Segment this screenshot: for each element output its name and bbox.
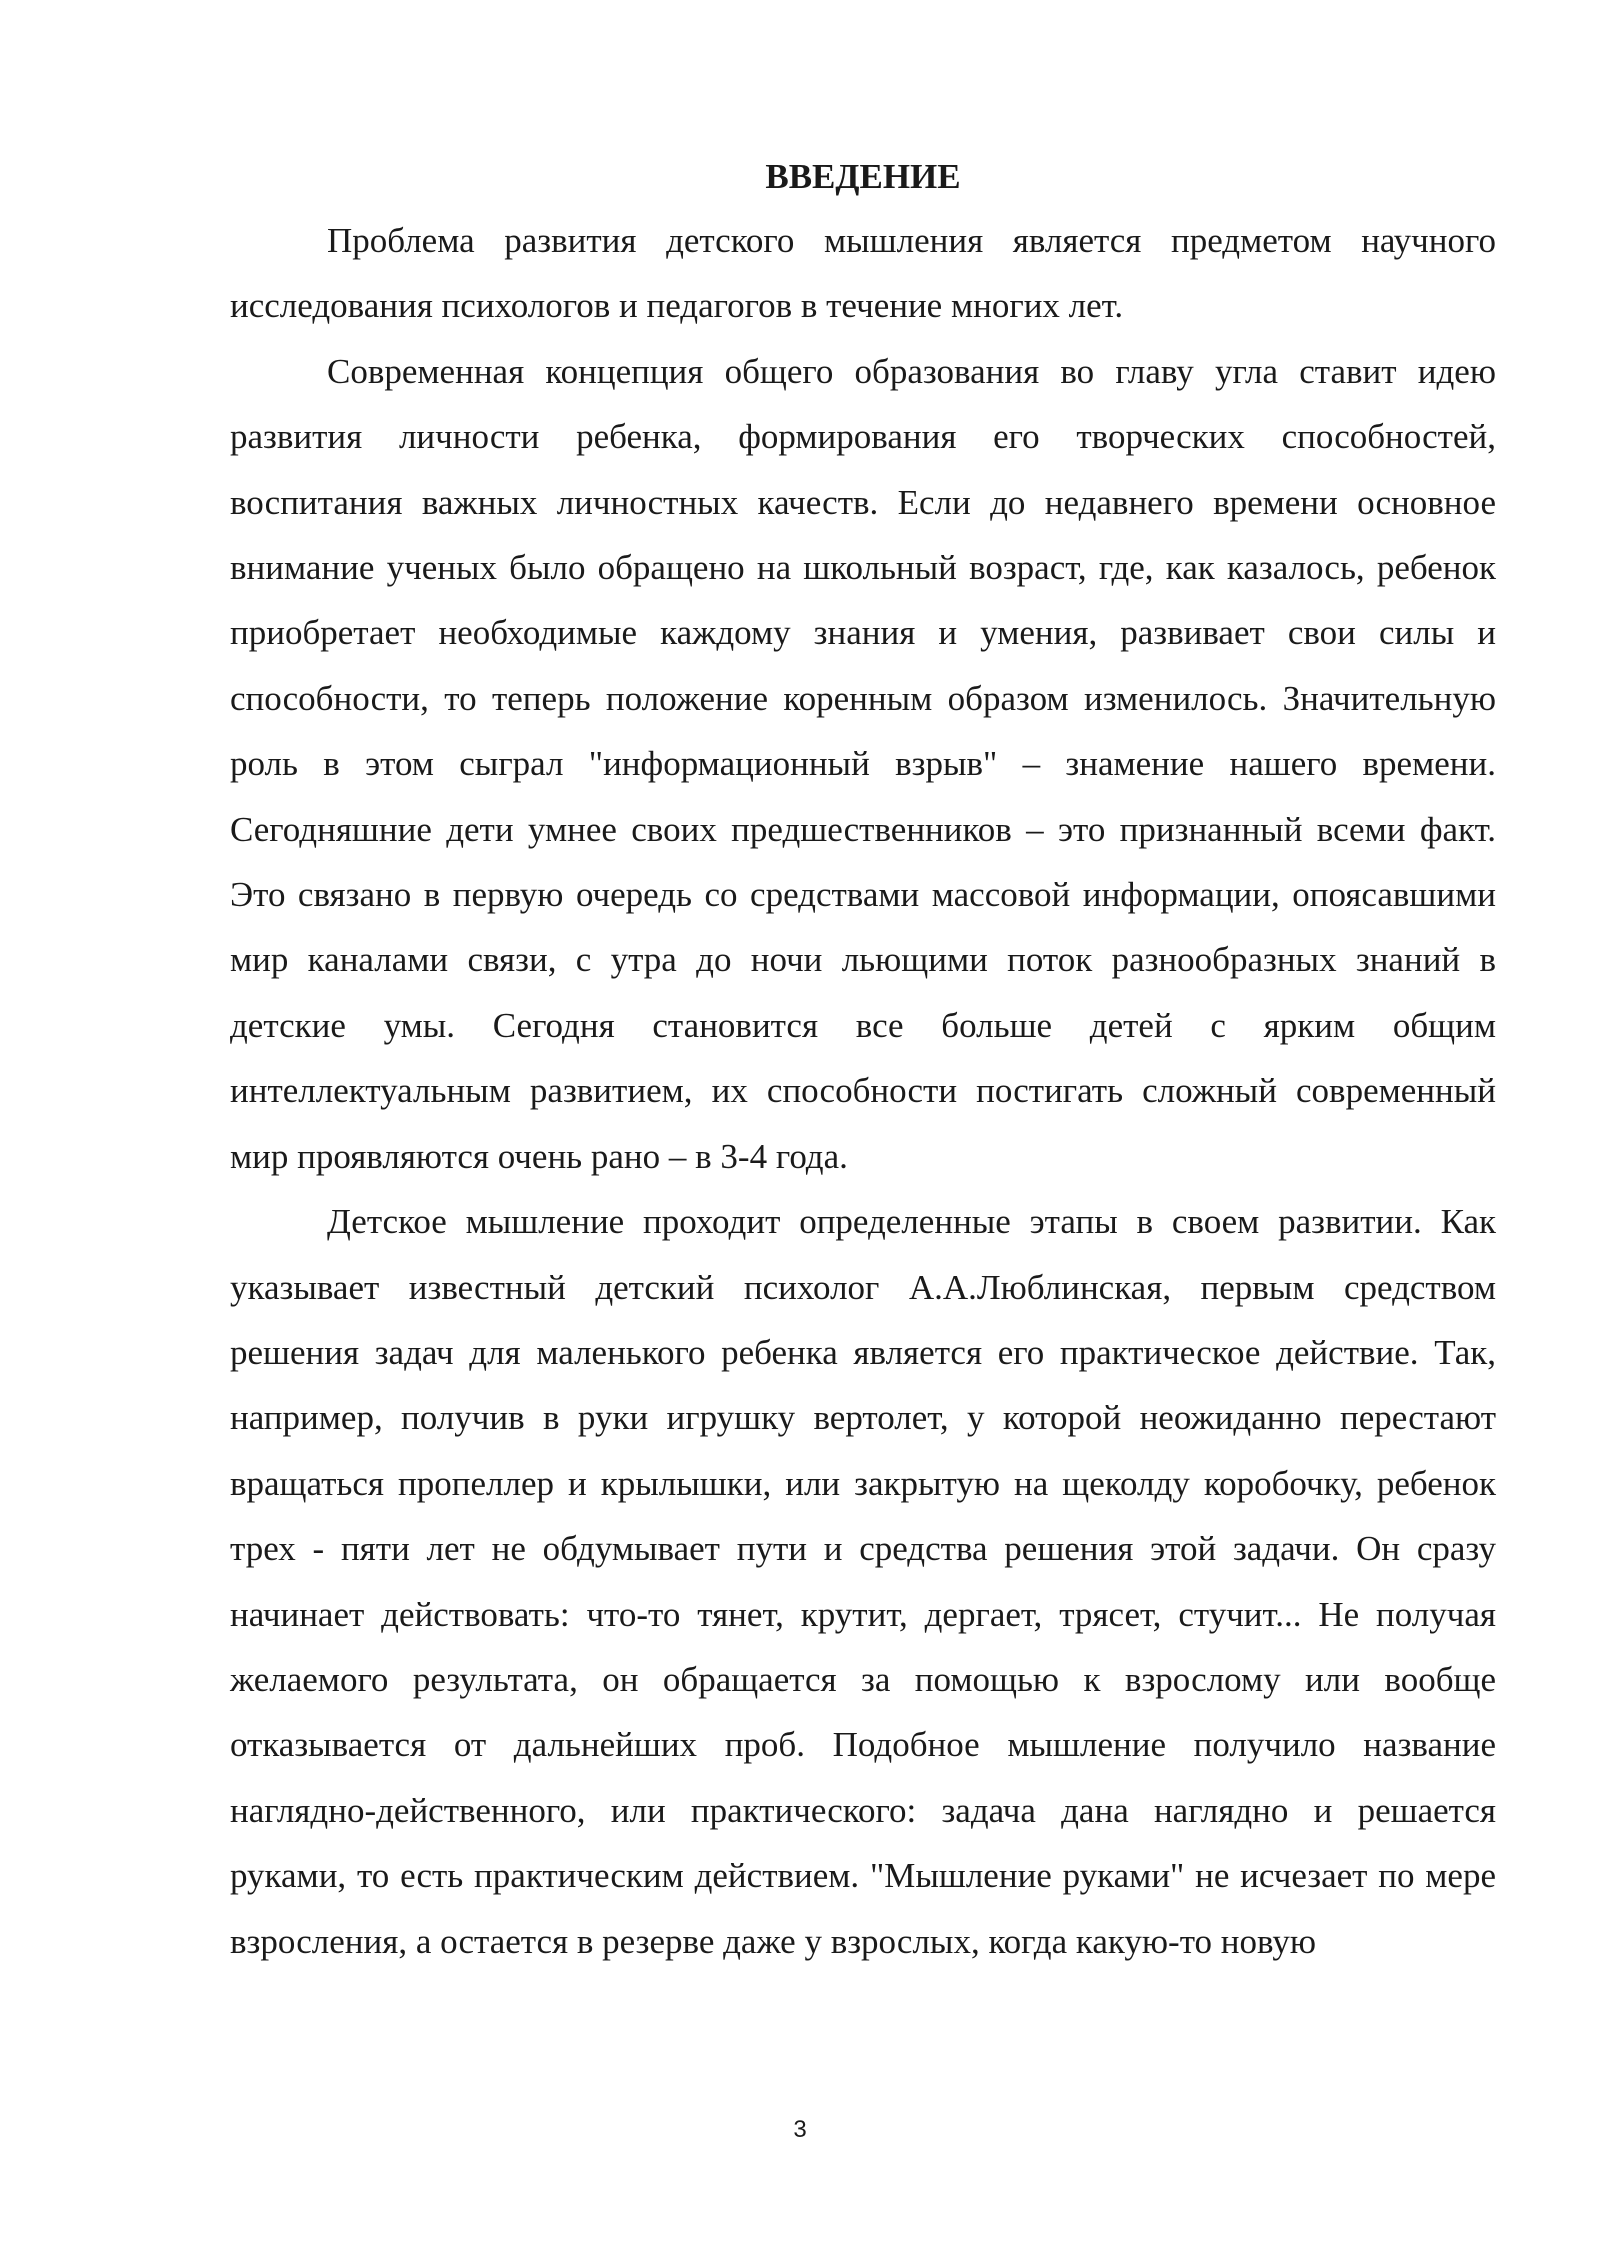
paragraph-2: Современная концепция общего образования во главу угла ставит идею развития личности ребенка, формирования его творческих способностей, воспитания важных личностных качеств. Если до недавнего времени основное внимание ученых было обращено на школьный возраст, где, как казалось, ребенок приобретает необходимые каждому знания и умения, развивает свои силы и способности, то теперь положение коренным образом изменилось. Значительную роль в этом сыграл "информационный взрыв" – знамение нашего времени. Сегодняшние дети умнее своих предшественников – это признанный всеми факт. Это связано в первую очередь со средствами массовой информации, опоясавшими мир каналами связи, с утра до ночи льющими поток разнообразных знаний в детские умы. Сегодня становится все больше детей с ярким общим интеллектуальным развитием, их способности постигать сложный современный мир проявляются очень рано – в 3-4 года. bbox=[230, 351, 1496, 1176]
page-title: ВВЕДЕНИЕ bbox=[765, 157, 961, 196]
page-body bbox=[230, 150, 1496, 1974]
paragraph-1: Проблема развития детского мышления является предметом научного исследования психологов и педагогов в течение многих лет. bbox=[230, 221, 1496, 326]
page-number: 3 bbox=[793, 2116, 807, 2143]
paragraph-3: Детское мышление проходит определенные этапы в своем развитии. Как указывает известный детский психолог А.А.Люблинская, первым средством решения задач для маленького ребенка является его практическое действие. Так, например, получив в руки игрушку вертолет, у которой неожиданно перестают вращаться пропеллер и крылышки, или закрытую на щеколду коробочку, ребенок трех - пяти лет не обдумывает пути и средства решения этой задачи. Он сразу начинает действовать: что-то тянет, крутит, дергает, трясет, стучит... Не получая желаемого результата, он обращается за помощью к взрослому или вообще отказывается от дальнейших проб. Подобное мышление получило название наглядно-действенного, или практического: задача дана наглядно и решается руками, то есть практическим действием. "Мышление руками" не исчезает по мере взросления, а остается в резерве даже у взрослых, когда какую-то новую bbox=[230, 1202, 1496, 1961]
